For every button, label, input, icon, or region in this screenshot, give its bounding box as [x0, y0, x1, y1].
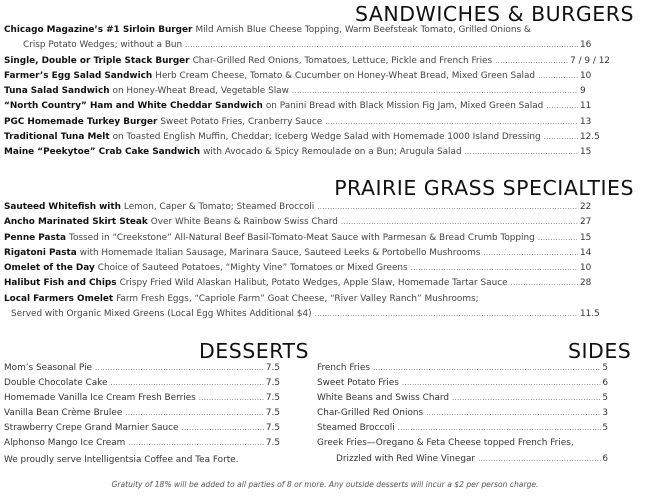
item-price	[607, 436, 608, 451]
menu-item	[4, 215, 610, 230]
menu-item	[4, 421, 280, 436]
item-name: Tuna Salad Sandwich	[4, 86, 110, 97]
menu-item	[4, 246, 610, 261]
menu-item-continuation	[4, 38, 610, 53]
item-price: 27	[580, 217, 592, 228]
item-price: 7 / 9 / 12	[570, 55, 610, 66]
leader-dots	[107, 376, 264, 391]
leader-dots	[574, 436, 607, 451]
item-description: Tossed in “Creekstone” All-Natural Beef Basil-Tomato-Meat Sauce with Parmesan & Bread Crumb Topping	[69, 232, 535, 243]
item-price: 7.5	[265, 363, 280, 373]
item-description: Mom’s Seasonal Pie	[4, 363, 93, 373]
sandwiches-list	[4, 23, 610, 161]
menu-item	[4, 261, 610, 276]
item-price: 3	[602, 408, 608, 419]
section-title-sides: SIDES	[568, 339, 632, 363]
sides-list	[317, 361, 608, 467]
item-description: on Honey-Wheat Bread, Vegetable Slaw	[112, 86, 289, 97]
leader-dots	[475, 452, 601, 467]
item-description: Crisp Potato Wedges; without a Bun	[23, 40, 183, 51]
leader-dots	[462, 145, 578, 160]
leader-dots	[535, 231, 578, 246]
leader-dots	[408, 261, 578, 276]
item-description: Strawberry Crepe Grand Marnier Sauce	[4, 423, 179, 434]
item-description: Char-Grilled Red Onions	[317, 408, 424, 419]
menu-item	[317, 391, 608, 406]
item-description: Sweet Potato Fries, Cranberry Sauce	[160, 116, 323, 127]
item-name: Chicago Magazine’s #1 Sirloin Burger	[4, 25, 193, 35]
item-price: 7.5	[265, 438, 280, 449]
leader-dots	[449, 391, 601, 406]
item-price: 13	[580, 116, 592, 127]
menu-item	[317, 361, 608, 376]
item-name: Maine “Peekytoe” Crab Cake Sandwich	[4, 147, 201, 158]
leader-dots	[196, 391, 265, 406]
item-description: Vanilla Bean Crème Brulee	[4, 408, 123, 419]
item-price: 28	[580, 278, 592, 289]
item-description: Char-Grilled Red Onions, Tomatoes, Lettuce, Pickle and French Fries	[192, 55, 493, 66]
item-price: 5	[602, 423, 608, 434]
menu-item	[317, 406, 608, 421]
menu-item	[4, 200, 610, 215]
item-name: Halibut Fish and Chips	[4, 278, 117, 289]
section-title-prairie-grass-specialties: PRAIRIE GRASS SPECIALTIES	[334, 176, 634, 200]
item-price	[578, 23, 610, 38]
leader-dots	[535, 69, 578, 84]
section-title-desserts: DESSERTS	[199, 339, 310, 363]
item-description: Lemon, Caper & Tomato; Steamed Broccoli	[123, 202, 315, 212]
menu-item	[4, 391, 280, 406]
item-description: Over White Beans & Rainbow Swiss Chard	[150, 217, 338, 228]
leader-dots	[125, 436, 265, 451]
item-price: 15	[580, 147, 592, 158]
item-price: 10	[580, 70, 592, 81]
item-name: Ancho Marinated Skirt Steak	[4, 217, 148, 228]
item-price: 10	[580, 263, 592, 274]
menu-item	[317, 376, 608, 391]
item-name: Farmer’s Egg Salad Sandwich	[4, 70, 153, 81]
item-name: Traditional Tuna Melt	[4, 132, 110, 143]
item-name: Local Farmers Omelet	[4, 293, 114, 304]
item-description: with Homemade Italian Sausage, Marinara Sauce, Sauteed Leeks & Portobello Mushrooms	[79, 247, 481, 258]
item-price: 7.5	[265, 423, 280, 434]
leader-dots	[322, 115, 578, 130]
leader-dots	[492, 54, 568, 69]
menu-item	[4, 376, 280, 391]
menu-item	[4, 436, 280, 451]
menu-item	[4, 231, 610, 246]
menu-item	[4, 130, 610, 145]
item-price: 7.5	[265, 408, 280, 419]
item-description: French Fries	[317, 363, 370, 373]
item-description: Mild Amish Blue Cheese Topping, Warm Beefsteak Tomato, Grilled Onions &	[195, 25, 531, 35]
menu-item	[4, 23, 610, 38]
item-name: Single, Double or Triple Stack Burger	[4, 55, 190, 66]
leader-dots	[92, 361, 265, 376]
item-price: 6	[602, 378, 608, 389]
item-description: Homemade Vanilla Ice Cream Fresh Berries	[4, 393, 196, 404]
item-price: 7.5	[265, 393, 280, 404]
item-price: 9	[580, 86, 586, 97]
gratuity-footer-note: Gratuity of 18% will be added to all parties of 8 or more. Any outside desserts will incur a $2 per person charge.	[111, 480, 539, 489]
menu-item	[4, 99, 610, 114]
item-name: Omelet of the Day	[4, 263, 95, 274]
item-description: White Beans and Swiss Chard	[317, 393, 450, 404]
leader-dots	[508, 276, 578, 291]
item-description: on Panini Bread with Black Mission Fig Jam, Mixed Green Salad	[265, 101, 544, 112]
coffee-note: We proudly serve Intelligentsia Coffee and Tea Forte.	[4, 455, 239, 465]
specialties-list	[4, 200, 610, 322]
menu-item	[4, 115, 610, 130]
menu-item	[4, 361, 280, 376]
section-title-sandwiches-burgers: SANDWICHES & BURGERS	[355, 2, 634, 26]
item-price: 11.5	[580, 309, 600, 320]
item-description: Alphonso Mango Ice Cream	[4, 438, 126, 449]
item-name: Rigatoni Pasta	[4, 247, 77, 258]
item-description: Steamed Broccoli	[317, 423, 395, 434]
leader-dots	[399, 376, 601, 391]
leader-dots	[479, 292, 578, 307]
menu-item	[4, 145, 610, 160]
leader-dots	[395, 421, 602, 436]
item-price: 7.5	[265, 378, 280, 389]
menu-item-continuation	[317, 452, 608, 467]
leader-dots	[182, 38, 578, 53]
item-description: Farm Fresh Eggs, “Capriole Farm” Goat Cheese, “River Valley Ranch” Mushrooms;	[116, 293, 479, 304]
menu-item	[4, 84, 610, 99]
item-description: Choice of Sauteed Potatoes, “Mighty Vine” Tomatoes or Mixed Greens	[97, 263, 408, 274]
item-description: Crispy Fried Wild Alaskan Halibut, Potato Wedges, Apple Slaw, Homemade Tartar Sauce	[119, 278, 508, 289]
leader-dots	[178, 421, 264, 436]
item-description: Served with Organic Mixed Greens (Local Egg Whites Additional $4)	[11, 309, 312, 320]
item-description: Sweet Potato Fries	[317, 378, 399, 389]
item-description: Double Chocolate Cake	[4, 378, 108, 389]
menu-item-continuation	[4, 307, 610, 322]
item-description: Drizzled with Red Wine Vinegar	[336, 453, 476, 464]
leader-dots	[338, 215, 578, 230]
item-price: 15	[580, 232, 592, 243]
item-price: 11	[580, 101, 592, 112]
menu-item	[317, 436, 608, 451]
leader-dots	[423, 406, 601, 421]
item-price: 5	[602, 393, 608, 404]
item-description: Greek Fries—Oregano & Feta Cheese topped French Fries,	[317, 438, 574, 449]
item-price: 12.5	[580, 132, 600, 143]
item-price: 6	[602, 453, 608, 464]
item-price: 14	[580, 247, 592, 258]
leader-dots	[312, 307, 578, 322]
item-name: PGC Homemade Turkey Burger	[4, 116, 158, 127]
leader-dots	[480, 246, 578, 261]
menu-item	[317, 421, 608, 436]
menu-item	[4, 69, 610, 84]
leader-dots	[314, 200, 578, 215]
item-description: with Avocado & Spicy Remoulade on a Bun; Arugula Salad	[203, 147, 462, 158]
item-price	[578, 292, 610, 307]
item-name: Sauteed Whitefish with	[4, 202, 121, 212]
leader-dots	[541, 130, 578, 145]
menu-item	[4, 276, 610, 291]
leader-dots	[531, 23, 578, 38]
menu-item	[4, 292, 610, 307]
desserts-list	[4, 361, 280, 452]
item-price: 22	[580, 202, 592, 212]
item-name: Penne Pasta	[4, 232, 67, 243]
item-description: Herb Cream Cheese, Tomato & Cucumber on Honey-Wheat Bread, Mixed Green Salad	[155, 70, 536, 81]
item-price: 5	[602, 363, 608, 373]
menu-item	[4, 406, 280, 421]
leader-dots	[543, 99, 578, 114]
item-name: “North Country” Ham and White Cheddar Sandwich	[4, 101, 263, 112]
item-description: on Toasted English Muffin, Cheddar; Iceberg Wedge Salad with Homemade 1000 Island Dressing	[112, 132, 541, 143]
leader-dots	[289, 84, 578, 99]
leader-dots	[122, 406, 265, 421]
menu-item	[4, 54, 610, 69]
leader-dots	[370, 361, 601, 376]
item-price: 16	[580, 40, 592, 51]
